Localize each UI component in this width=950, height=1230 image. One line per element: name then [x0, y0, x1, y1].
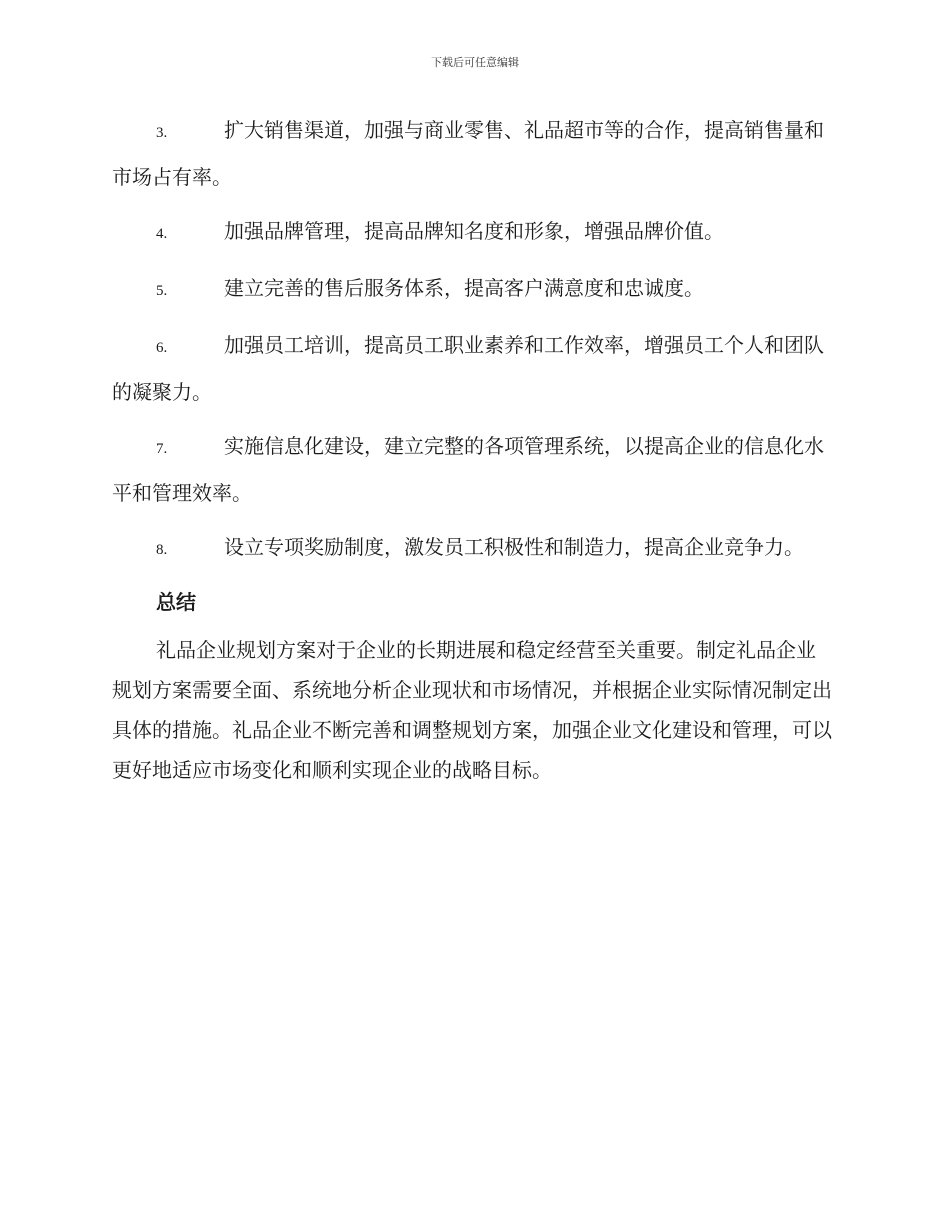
item-text: 扩大销售渠道，加强与商业零售、礼品超市等的合作，提高销售量和市场占有率。 [112, 118, 824, 189]
item-text: 建立完善的售后服务体系，提高客户满意度和忠诚度。 [224, 276, 704, 300]
item-number: 3. [156, 125, 168, 141]
list-item [112, 209, 834, 256]
item-number: 8. [156, 542, 168, 558]
page-header: 下载后可任意编辑 [431, 56, 519, 69]
item-number: 5. [156, 283, 168, 299]
section-heading: 总结 [156, 590, 196, 614]
item-number: 6. [156, 340, 168, 356]
item-text: 加强品牌管理，提高品牌知名度和形象，增强品牌价值。 [224, 219, 724, 243]
item-number: 4. [156, 226, 168, 242]
list-item [112, 266, 834, 313]
list-item [112, 424, 834, 515]
item-text: 设立专项奖励制度，激发员工积极性和制造力，提高企业竞争力。 [224, 535, 804, 559]
summary-paragraph: 礼品企业规划方案对于企业的长期进展和稳定经营至关重要。制定礼品企业规划方案需要全面、系统地分析企业现状和市场情况，并根据企业实际情况制定出具体的措施。礼品企业不断完善和调整规划方案，加强企业文化建设和管理，可以更好地适应市场变化和顺利实现企业的战略目标。 [112, 638, 832, 782]
list-item [112, 323, 834, 414]
item-text: 实施信息化建设，建立完整的各项管理系统，以提高企业的信息化水平和管理效率。 [112, 434, 824, 505]
document-body [112, 108, 834, 790]
list-item [112, 108, 834, 199]
item-number: 7. [156, 441, 168, 457]
list-item [112, 525, 834, 572]
item-text: 加强员工培训，提高员工职业素养和工作效率，增强员工个人和团队的凝聚力。 [112, 333, 824, 404]
